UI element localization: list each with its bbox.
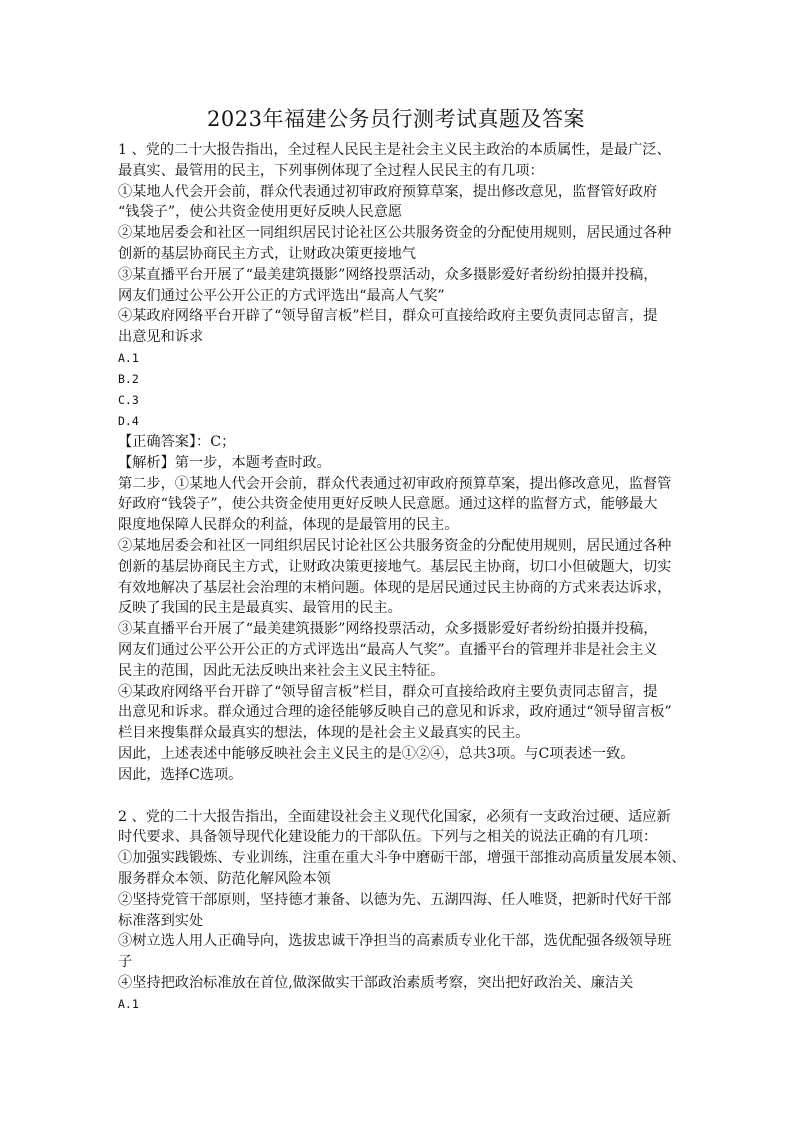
question-1-answer: 【正确答案】：C； [118, 433, 236, 450]
question-1-analysis-line: ④某政府网络平台开辟了“领导留言板”栏目，群众可直接给政府主要负责同志留言，提 [118, 683, 658, 700]
question-1-analysis-line: 因此，上述表述中能够反映社会主义民主的是①②④，总共3项。与C项表述一致。 [118, 745, 635, 762]
question-2-item-line: ④坚持把政治标准放在首位,做深做实干部政治素质考察，突出把好政治关、廉洁关 [118, 974, 634, 991]
question-1-item-line: 网友们通过公平公开公正的方式评选出“最高人气奖” [118, 287, 445, 304]
question-1-stem-line: 1 、党的二十大报告指出，全过程人民民主是社会主义民主政治的本质属性，是最广泛、 [118, 142, 671, 158]
question-1-analysis-line: 因此，选择C选项。 [118, 766, 243, 783]
question-1-item-line: “钱袋子”，使公共资金使用更好反映人民意愿 [118, 204, 403, 221]
question-2 [118, 807, 694, 1015]
question-1-analysis-line: 出意见和诉求。群众通过合理的途径能够反映自己的意见和诉求，政府通过“领导留言板” [118, 704, 672, 721]
question-1-analysis-line: 栏目来搜集群众最真实的想法，体现的是社会主义最真实的民主。 [118, 725, 530, 742]
question-1-item-line: ④某政府网络平台开辟了“领导留言板”栏目，群众可直接给政府主要负责同志留言，提 [118, 308, 658, 325]
question-1-item-line: ③某直播平台开展了“最美建筑摄影”网络投票活动，众多摄影爱好者纷纷拍摄并投稿， [118, 266, 658, 283]
question-2-item-line: 子 [118, 954, 133, 971]
question-2-item-line: ③树立选人用人正确导向，选拔忠诚干净担当的高素质专业化干部，选优配强各级领导班 [118, 933, 672, 950]
question-2-item-line: ①加强实践锻炼、专业训练，注重在重大斗争中磨砺干部，增强干部推动高质量发展本领、 [118, 850, 686, 867]
question-1-item-line: ②某地居委会和社区一同组织居民讨论社区公共服务资金的分配使用规则，居民通过各种 [118, 225, 672, 242]
question-separator [118, 786, 694, 807]
question-2-option-a: A.1 [118, 996, 139, 1011]
question-1-option-b: B.2 [118, 371, 139, 386]
question-1-analysis-line: ②某地居委会和社区一同组织居民讨论社区公共服务资金的分配使用规则，居民通过各种 [118, 537, 672, 554]
question-1-analysis-line: 好政府“钱袋子”，使公共资金使用更好反映人民意愿。通过这样的监督方式，能够最大 [118, 496, 658, 513]
question-1-analysis-line: 有效地解决了基层社会治理的末梢问题。体现的是居民通过民主协商的方式来表达诉求， [118, 579, 672, 596]
question-1-analysis-line: 【解析】第一步，本题考查时政。 [118, 454, 331, 471]
question-1-analysis-line: 限度地保障人民群众的利益，体现的是最管用的民主。 [118, 517, 459, 534]
question-1-option-d: D.4 [118, 413, 139, 428]
question-1-analysis-line: ③某直播平台开展了“最美建筑摄影”网络投票活动，众多摄影爱好者纷纷拍摄并投稿， [118, 621, 658, 638]
question-1 [118, 140, 694, 786]
question-2-item-line: 服务群众本领、防范化解风险本领 [118, 870, 331, 887]
question-1-analysis-line: 网友们通过公平公开公正的方式评选出“最高人气奖”。直播平台的管理并非是社会主义 [118, 641, 658, 658]
question-1-analysis-line: 民主的范围，因此无法反映出来社会主义民主特征。 [118, 662, 445, 679]
document-title: 2023年福建公务员行测考试真题及答案 [207, 107, 585, 131]
question-1-item-line: ①某地人代会开会前，群众代表通过初审政府预算草案，提出修改意见，监督管好政府 [118, 183, 658, 200]
question-1-option-c: C.3 [118, 392, 139, 407]
question-1-analysis-line: 创新的基层协商民主方式，让财政决策更接地气。基层民主协商，切口小但破题大，切实 [118, 558, 672, 575]
question-2-item-line: ②坚持党管干部原则，坚持德才兼备、以德为先、五湖四海、任人唯贤，把新时代好干部 [118, 891, 672, 908]
question-1-stem-line: 最真实、最管用的民主，下列事例体现了全过程人民民主的有几项： [118, 162, 544, 179]
question-1-item-line: 创新的基层协商民主方式，让财政决策更接地气 [118, 245, 416, 262]
question-1-analysis-line: 第二步，①某地人代会开会前，群众代表通过初审政府预算草案，提出修改意见，监督管 [118, 475, 672, 492]
question-1-item-line: 出意见和诉求 [118, 329, 204, 346]
question-1-option-a: A.1 [118, 350, 139, 365]
question-2-item-line: 标准落到实处 [118, 912, 204, 929]
question-1-analysis-line: 反映了我国的民主是最真实、最管用的民主。 [118, 600, 402, 617]
question-2-stem-line: 时代要求、具备领导现代化建设能力的干部队伍。下列与之相关的说法正确的有几项： [118, 829, 658, 846]
question-2-stem-line: 2 、党的二十大报告指出，全面建设社会主义现代化国家，必须有一支政治过硬、适应新 [118, 808, 671, 825]
